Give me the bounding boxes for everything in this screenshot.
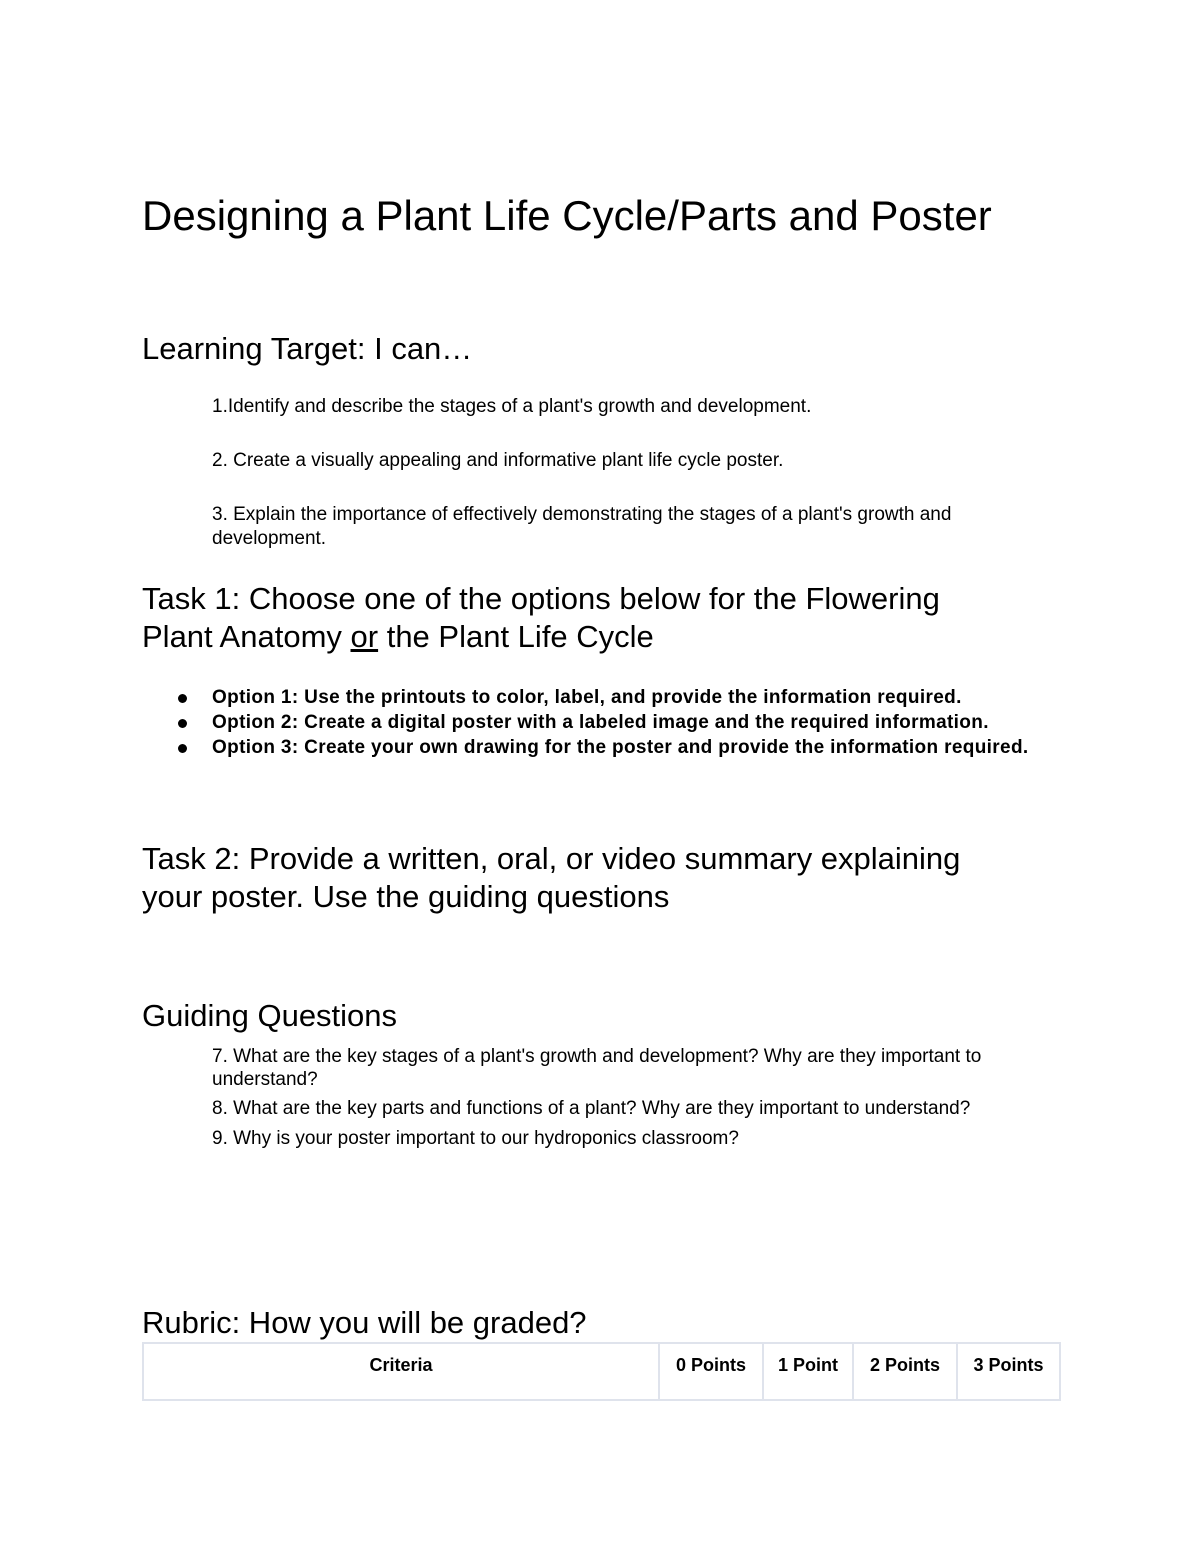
task1-option-3 — [212, 736, 1052, 761]
learning-target-item-1: 1.Identify and describe the stages of a plant's growth and development. — [212, 396, 812, 417]
page-title: Designing a Plant Life Cycle/Parts and Poster — [142, 192, 992, 239]
task1-heading — [142, 580, 942, 656]
rubric-table — [142, 1342, 1061, 1401]
rubric-col-2-points: 2 Points — [853, 1343, 957, 1400]
bullet-icon — [178, 694, 187, 703]
rubric-header-row — [143, 1343, 1060, 1400]
task2-heading: Task 2: Provide a written, oral, or video summary explaining your poster. Use the guiding questions — [142, 841, 961, 914]
rubric-col-3-points: 3 Points — [957, 1343, 1060, 1400]
task1-options-list — [212, 686, 1052, 761]
rubric-heading: Rubric: How you will be graded? — [142, 1305, 587, 1340]
bullet-icon — [178, 719, 187, 728]
rubric-col-1-point: 1 Point — [763, 1343, 853, 1400]
task1-option-text: Option 2: Create a digital poster with a labeled image and the required information. — [212, 712, 989, 733]
rubric-col-criteria: Criteria — [143, 1343, 659, 1400]
task1-heading-underlined: or — [350, 619, 379, 654]
rubric-col-0-points: 0 Points — [659, 1343, 763, 1400]
guiding-questions-heading: Guiding Questions — [142, 998, 398, 1033]
task1-heading-text-2: the Plant Life Cycle — [378, 619, 654, 654]
guiding-question-7: 7. What are the key stages of a plant's growth and development? Why are they important to understand? — [212, 1046, 982, 1090]
task1-option-text: Option 1: Use the printouts to color, label, and provide the information required. — [212, 687, 962, 708]
guiding-question-8: 8. What are the key parts and functions of a plant? Why are they important to understand? — [212, 1098, 971, 1119]
task1-option-text: Option 3: Create your own drawing for the poster and provide the information required. — [212, 737, 1029, 758]
guiding-question-9: 9. Why is your poster important to our hydroponics classroom? — [212, 1128, 739, 1149]
bullet-icon — [178, 744, 187, 753]
learning-target-heading: Learning Target: I can… — [142, 331, 473, 366]
learning-target-item-2: 2. Create a visually appealing and informative plant life cycle poster. — [212, 450, 784, 471]
task1-heading-text-1: Task 1: Choose one of the options below for the Flowering Plant Anatomy — [142, 581, 940, 654]
task1-option-1 — [212, 686, 1052, 711]
learning-target-item-3: 3. Explain the importance of effectively demonstrating the stages of a plant's growth and development. — [212, 504, 952, 549]
task1-option-2 — [212, 711, 1052, 736]
